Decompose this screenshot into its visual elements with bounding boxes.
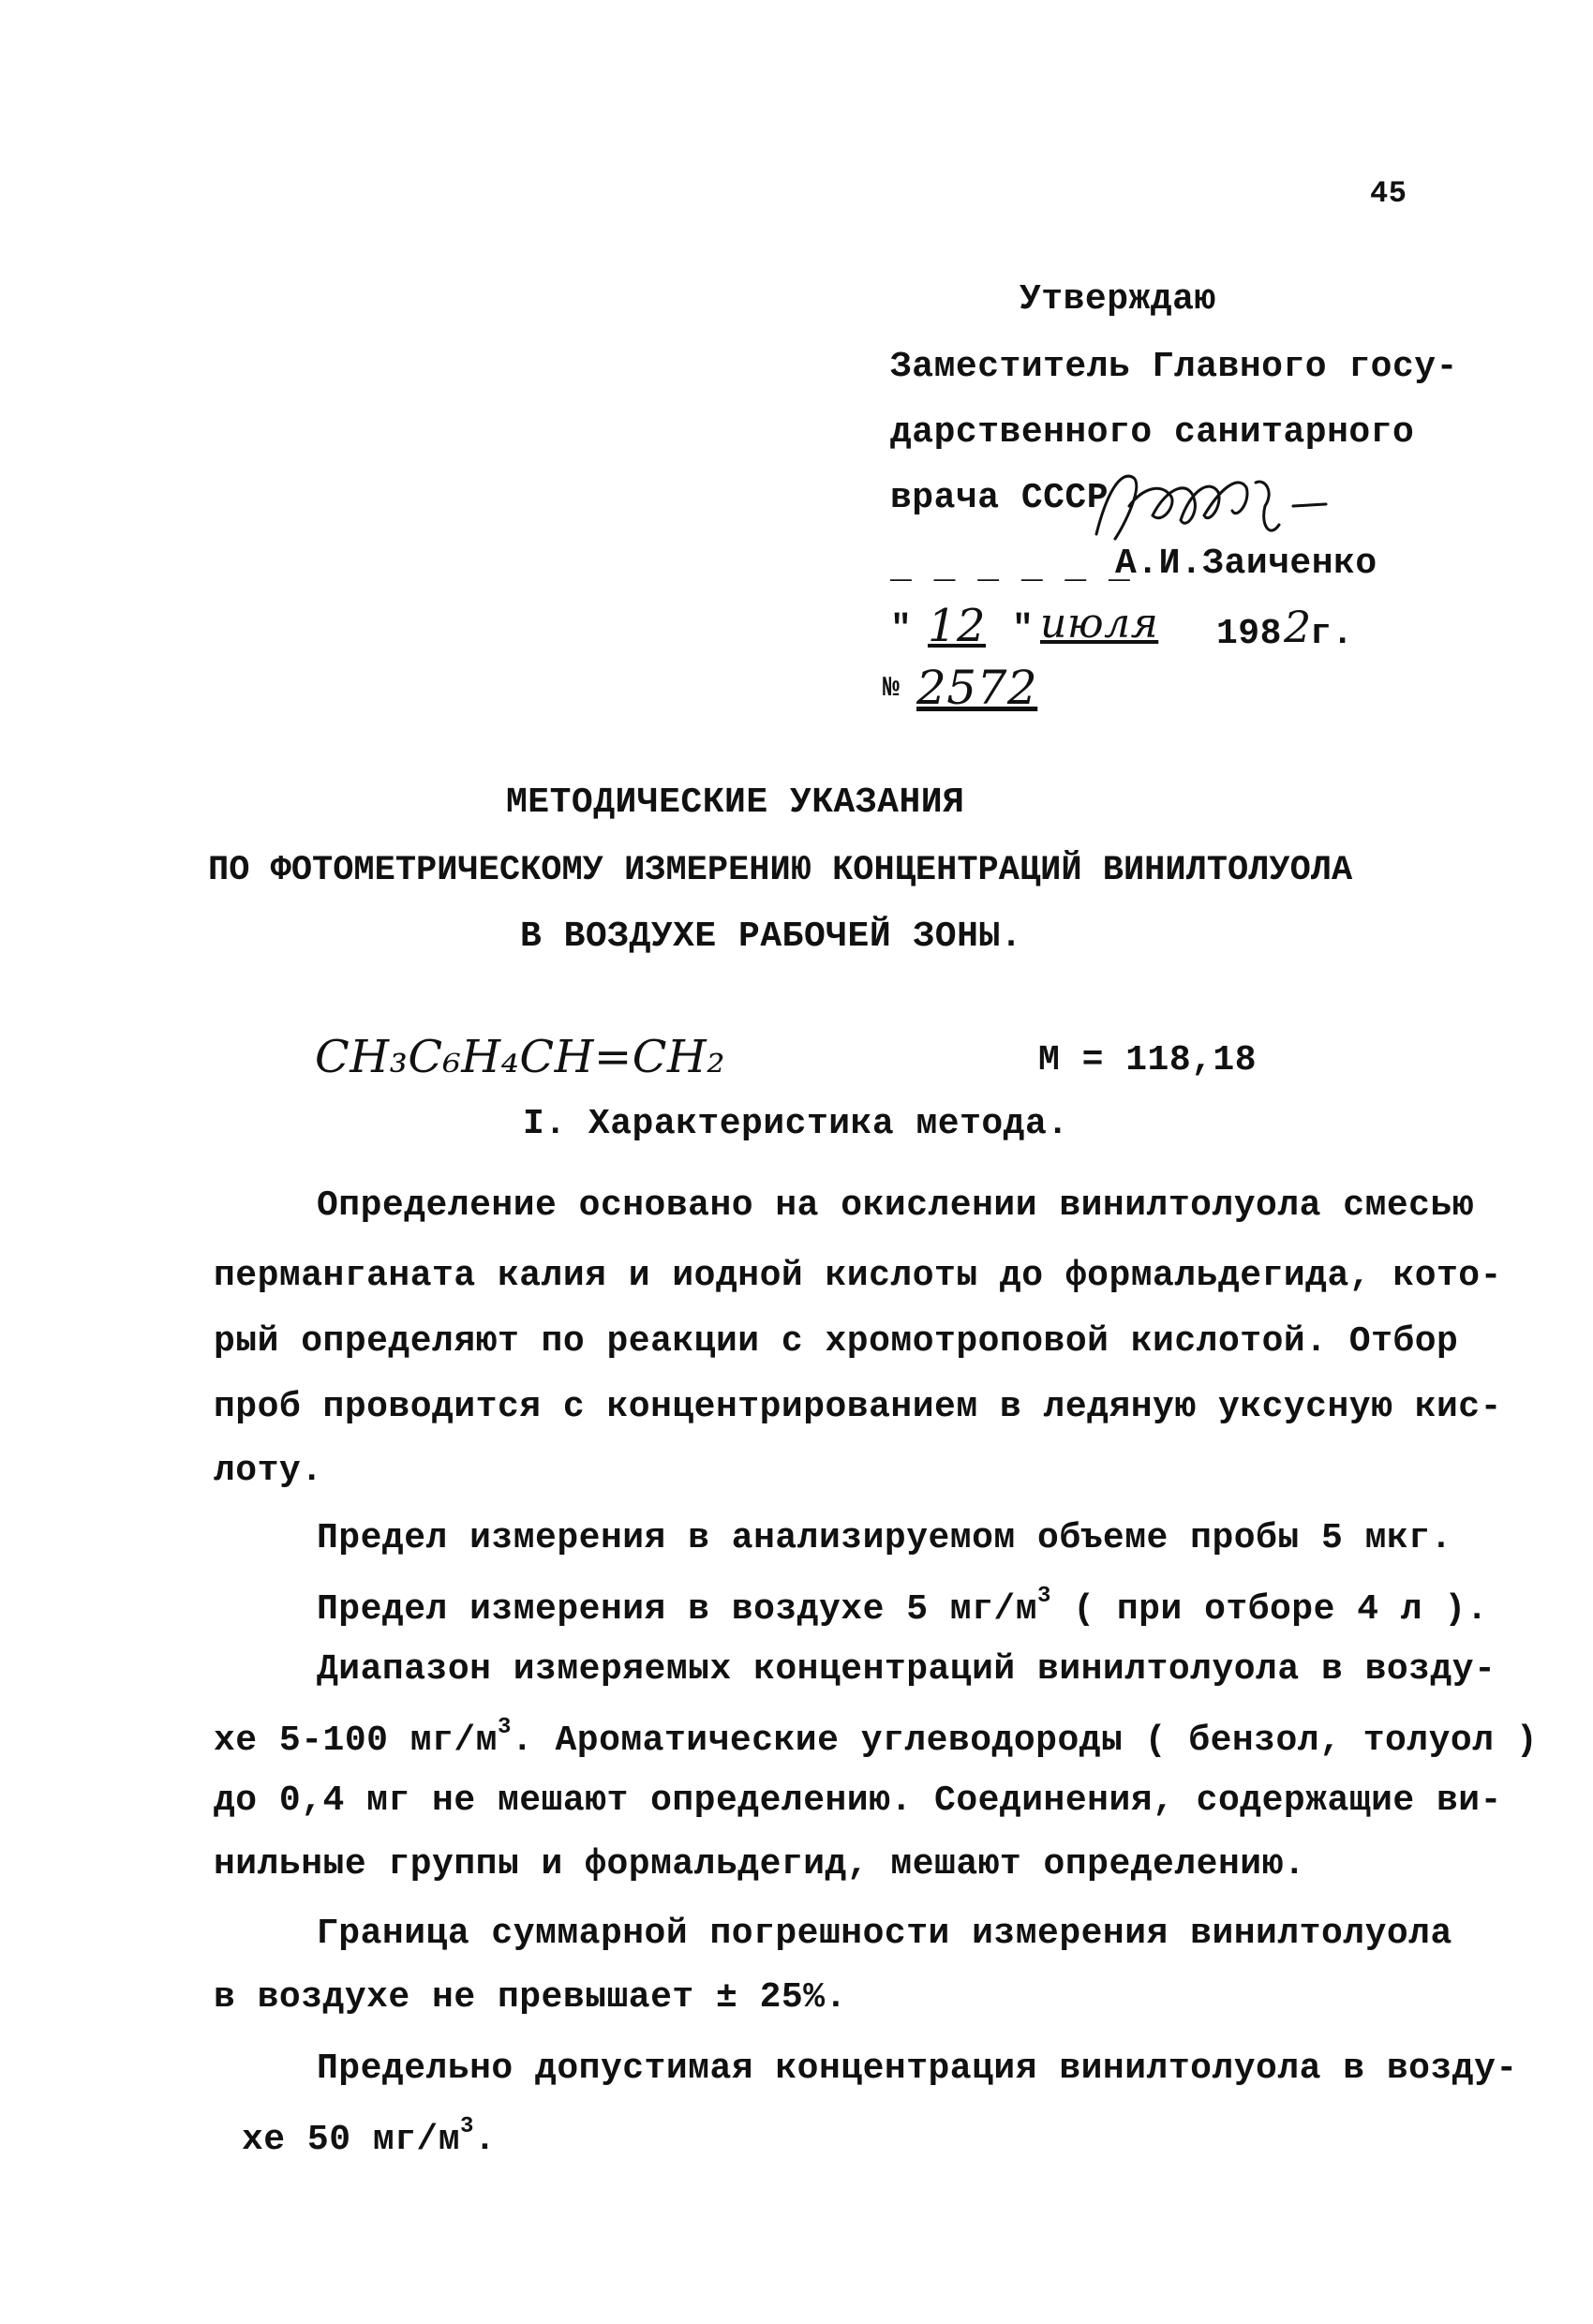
para3-text-b: ( при отборе 4 л ). bbox=[1050, 1589, 1489, 1630]
approval-number: 2572 bbox=[916, 661, 1038, 715]
para2-line-1: Предел измерения в анализируемом объеме пробы 5 мкг. bbox=[317, 1518, 1452, 1558]
para1-line-3: рый определяют по реакции с хромотроповой кислотой. Отбор bbox=[214, 1321, 1459, 1362]
approval-name: А.И.Заиченко bbox=[1115, 544, 1377, 584]
signature bbox=[1078, 450, 1340, 553]
para4-text-b: . Ароматические углеводороды ( бензол, толуол ) bbox=[511, 1721, 1539, 1761]
superscript-3: 3 bbox=[497, 1715, 512, 1740]
para6-period: . bbox=[473, 2120, 497, 2160]
para1-line-4: проб проводится с концентрированием в ледяную уксусную кис- bbox=[214, 1387, 1502, 1427]
para6-line-1: Предельно допустимая концентрация винилтолуола в возду- bbox=[317, 2048, 1518, 2089]
date-day: 12 bbox=[928, 600, 987, 652]
para5-line-1: Граница суммарной погрешности измерения винилтолуола bbox=[317, 1914, 1452, 1954]
date-year-handwritten: 2 bbox=[1284, 602, 1312, 652]
superscript-3: 3 bbox=[460, 2114, 474, 2139]
para3-text-a: Предел измерения в воздухе 5 мг/м bbox=[317, 1589, 1038, 1630]
date-open-quote: " bbox=[890, 609, 913, 649]
approval-name-dashes: _ _ _ _ _ _ bbox=[890, 548, 1131, 588]
title-line-2: ПО ФОТОМЕТРИЧЕСКОМУ ИЗМЕРЕНИЮ КОНЦЕНТРАЦИЙ ВИНИЛТОЛУОЛА bbox=[208, 851, 1353, 890]
approval-line-2: дарственного санитарного bbox=[890, 412, 1415, 453]
para6-text-a: хе 50 мг/м bbox=[242, 2120, 461, 2160]
approval-line-3: врача СССР bbox=[890, 478, 1109, 518]
para4-text-a: хе 5-100 мг/м bbox=[214, 1721, 498, 1761]
date-year-suffix: г. bbox=[1310, 614, 1354, 654]
para6-line-2 bbox=[242, 2114, 496, 2160]
para4-line-1: Диапазон измеряемых концентраций винилтолуола в возду- bbox=[317, 1649, 1496, 1690]
para1-line-5: лоту. bbox=[214, 1451, 323, 1491]
para5-line-2: в воздухе не превышает ± 25%. bbox=[214, 1977, 847, 2018]
page-number: 45 bbox=[1370, 176, 1407, 211]
para4-line-4: нильные группы и формальдегид, мешают определению. bbox=[214, 1844, 1306, 1885]
para1-line-1: Определение основано на окислении винилтолуола смесью bbox=[317, 1185, 1475, 1226]
date-month: июля bbox=[1040, 600, 1159, 648]
title-line-1: МЕТОДИЧЕСКИЕ УКАЗАНИЯ bbox=[506, 782, 965, 823]
chemical-formula: CH₃C₆H₄CH=CH₂ bbox=[315, 1031, 726, 1083]
para3-line-1 bbox=[317, 1584, 1488, 1630]
date-mid-quote: " bbox=[1012, 609, 1035, 649]
superscript-3: 3 bbox=[1037, 1584, 1051, 1609]
para4-line-2 bbox=[214, 1715, 1538, 1761]
section-heading: I. Характеристика метода. bbox=[523, 1104, 1069, 1144]
date-year-printed: 198 bbox=[1216, 614, 1282, 654]
approval-line-1: Заместитель Главного госу- bbox=[890, 347, 1458, 387]
para4-line-3: до 0,4 мг не мешают определению. Соединения, содержащие ви- bbox=[214, 1780, 1502, 1821]
number-sign: № bbox=[883, 673, 901, 705]
molecular-mass: М = 118,18 bbox=[1038, 1040, 1258, 1080]
para1-line-2: перманганата калия и иодной кислоты до формальдегида, кото- bbox=[214, 1256, 1502, 1296]
approval-title: Утверждаю bbox=[1020, 279, 1216, 320]
title-line-3: В ВОЗДУХЕ РАБОЧЕЙ ЗОНЫ. bbox=[520, 916, 1022, 957]
